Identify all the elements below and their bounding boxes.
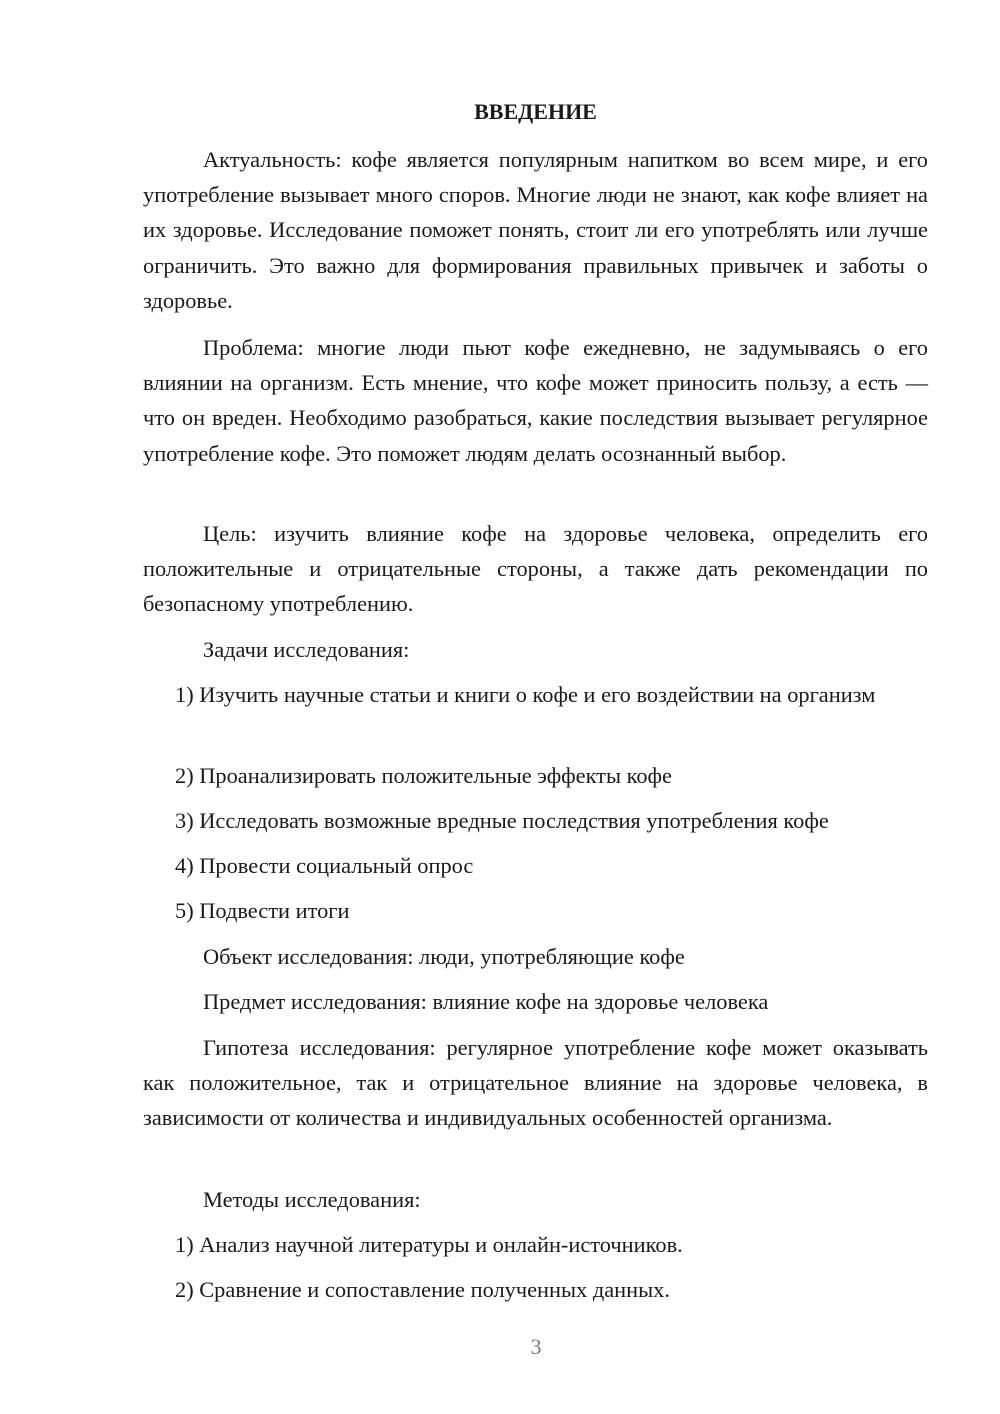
task-item-1: 1) Изучить научные статьи и книги о кофе и его воздействии на организм (175, 682, 876, 707)
object-line: Объект исследования: люди, употребляющие кофе (203, 944, 685, 969)
tasks-heading: Задачи исследования: (203, 637, 410, 662)
method-item-2: 2) Сравнение и сопоставление полученных данных. (175, 1277, 670, 1302)
relevance-paragraph: Актуальность: кофе является популярным напитком во всем мире, и его употребление вызывает много споров. Многие люди не знают, как кофе влияет на их здоровье. Исследование поможет понять, стоит ли его употреблять или лучше ограничить. Это важно для формирования правильных привычек и заботы о здоровье. (143, 147, 928, 313)
task-item-2: 2) Проанализировать положительные эффекты кофе (175, 763, 672, 788)
page-number: 3 (530, 1334, 542, 1359)
problem-paragraph: Проблема: многие люди пьют кофе ежедневно, не задумываясь о его влиянии на организм. Есть мнение, что кофе может приносить пользу, а есть — что он вреден. Необходимо разобраться, какие последствия вызывает регулярное употребление кофе. Это поможет людям делать осознанный выбор. (143, 335, 928, 466)
task-item-3: 3) Исследовать возможные вредные последствия употребления кофе (175, 808, 829, 833)
subject-line: Предмет исследования: влияние кофе на здоровье человека (203, 989, 769, 1014)
task-item-5: 5) Подвести итоги (175, 898, 350, 923)
goal-paragraph: Цель: изучить влияние кофе на здоровье человека, определить его положительные и отрицательные стороны, а также дать рекомендации по безопасному употреблению. (143, 521, 928, 617)
methods-heading: Методы исследования: (203, 1187, 421, 1212)
hypothesis-paragraph: Гипотеза исследования: регулярное употребление кофе может оказывать как положительное, так и отрицательное влияние на здоровье человека, в зависимости от количества и индивидуальных особенностей организма. (143, 1035, 928, 1131)
task-item-4: 4) Провести социальный опрос (175, 853, 474, 878)
page-title: ВВЕДЕНИЕ (474, 99, 597, 124)
method-item-1: 1) Анализ научной литературы и онлайн-источников. (175, 1232, 683, 1257)
